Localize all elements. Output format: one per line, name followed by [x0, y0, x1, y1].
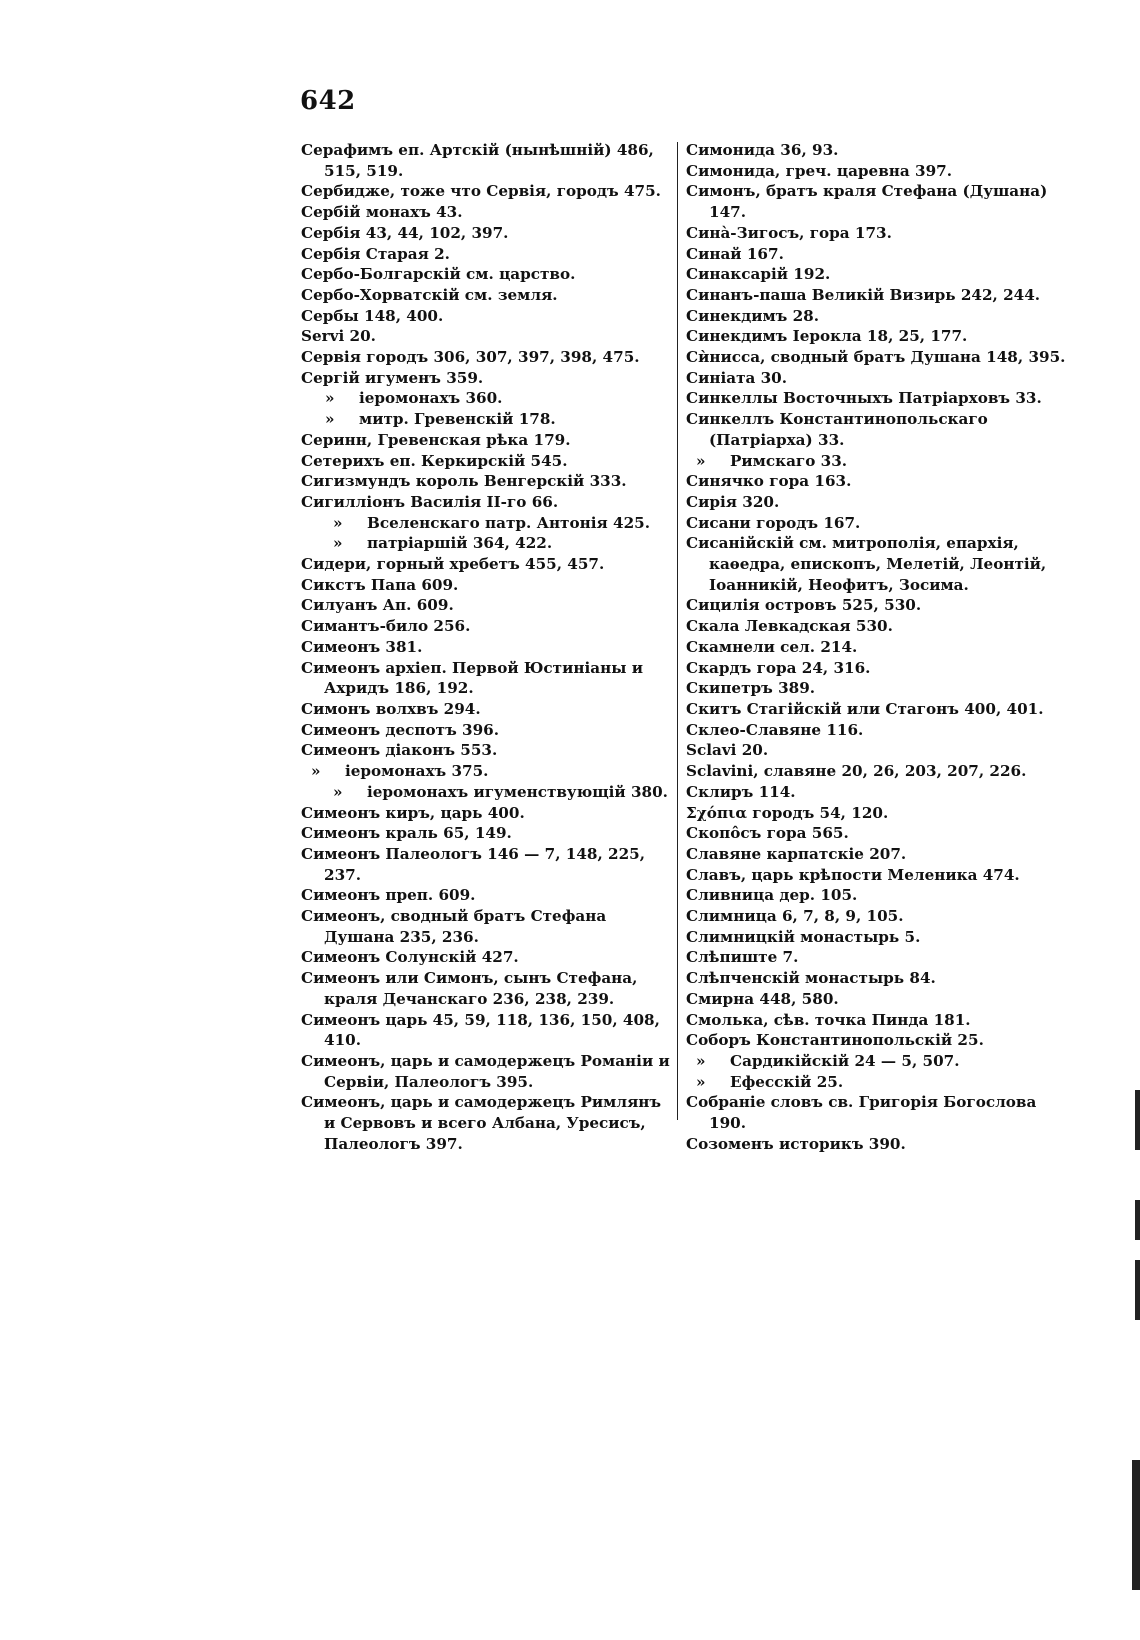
index-entry: Симеонъ царь 45, 59, 118, 136, 150, 408, 410.	[301, 1010, 660, 1050]
index-entry: Сербы 148, 400.	[301, 306, 444, 325]
index-entry: Сирія 320.	[686, 492, 780, 511]
index-entry: Сидери, горный хребетъ 455, 457.	[301, 555, 605, 574]
index-entry: Сицилія островъ 525, 530.	[686, 596, 922, 615]
subentry-text: іеромонахъ 375.	[345, 762, 489, 781]
index-entry: Симеонъ краль 65, 149.	[301, 824, 512, 843]
index-entry: Симеонъ киръ, царь 400.	[301, 803, 525, 822]
page-number: 642	[300, 86, 356, 116]
index-entry: Слимница 6, 7, 8, 9, 105.	[686, 907, 904, 926]
index-entry: Симонида, греч. царевна 397.	[686, 161, 953, 180]
index-entry: Симеонъ 381.	[301, 637, 423, 656]
index-entry: Сисани городъ 167.	[686, 513, 861, 532]
ditto-mark: »	[333, 534, 343, 553]
index-subentry	[686, 1051, 1066, 1072]
index-entry: Σχόπια городъ 54, 120.	[686, 803, 889, 822]
index-entry: Симеонъ Солунскій 427.	[301, 948, 519, 967]
index-entry: Славъ, царь крѣпости Меленика 474.	[686, 865, 1020, 884]
index-entry: Синекдимъ Іерокла 18, 25, 177.	[686, 327, 968, 346]
index-subentry	[301, 761, 673, 782]
subentry-text: іеромонахъ игуменствующій 380.	[367, 782, 668, 801]
index-entry: Синà-Зигосъ, гора 173.	[686, 223, 892, 242]
index-entry: Соборъ Константинопольскій 25.	[686, 1031, 984, 1050]
index-entry: Скала Левкадская 530.	[686, 617, 893, 636]
subentry-text: іеромонахъ 360.	[359, 389, 503, 408]
subentry-text: Ефесскій 25.	[730, 1072, 844, 1091]
index-entry: Сергій игуменъ 359.	[301, 368, 484, 387]
scan-edge-mark	[1135, 1260, 1140, 1320]
index-subentry	[301, 388, 673, 409]
index-entry: Сербія Старая 2.	[301, 244, 450, 263]
index-entry: Слимницкій монастырь 5.	[686, 927, 921, 946]
index-entry: Синкеллы Восточныхъ Патріарховъ 33.	[686, 389, 1042, 408]
index-entry: Симеонъ или Симонъ, сынъ Стефана, краля Дечанскаго 236, 238, 239.	[301, 969, 638, 1008]
index-subentry	[301, 533, 673, 554]
subentry-text: митр. Гревенскій 178.	[359, 410, 556, 429]
subentry-text: Вселенскаго патр. Антонія 425.	[367, 513, 650, 532]
index-entry: Сигизмундъ король Венгерскій 333.	[301, 472, 627, 491]
index-entry: Синанъ-паша Великій Визирь 242, 244.	[686, 285, 1041, 304]
ditto-mark: »	[696, 1072, 706, 1091]
index-entry: Синкеллъ Константинопольскаго (Патріарха) 33.	[686, 410, 988, 449]
index-entry: Силуанъ Ап. 609.	[301, 596, 454, 615]
index-entry: Сисанійскій см. митрополія, епархія, каѳедра, епископъ, Мелетій, Леонтій, Іоанникій, Неофитъ, Зосима.	[686, 534, 1047, 594]
index-entry: Сербо-Хорватскій см. земля.	[301, 285, 558, 304]
index-entry: Собраніе словъ св. Григорія Богослова 190.	[686, 1093, 1037, 1133]
scan-edge-mark	[1135, 1090, 1140, 1150]
index-entry: Синаксарій 192.	[686, 265, 831, 284]
index-entry: Симеонъ деспотъ 396.	[301, 720, 500, 739]
index-entry: Сербо-Болгарскій см. царство.	[301, 265, 576, 284]
index-entry: Созоменъ историкъ 390.	[686, 1134, 906, 1153]
index-entry: Симеонъ преп. 609.	[301, 886, 476, 905]
index-entry: Сикстъ Папа 609.	[301, 575, 459, 594]
scan-edge-mark	[1132, 1460, 1140, 1590]
scan-edge-mark	[1135, 1200, 1140, 1240]
index-entry: Симонида 36, 93.	[686, 141, 839, 159]
index-entry: Сербій монахъ 43.	[301, 203, 463, 222]
index-entry: Сетерихъ еп. Керкирскій 545.	[301, 451, 568, 470]
index-entry: Синіата 30.	[686, 368, 788, 387]
ditto-mark: »	[333, 513, 343, 532]
index-entry: Симеонъ Палеологъ 146 — 7, 148, 225, 237.	[301, 844, 646, 884]
index-entry: Скардъ гора 24, 316.	[686, 658, 871, 677]
index-entry: Sclavi 20.	[686, 741, 769, 760]
index-subentry	[686, 451, 1066, 472]
index-entry: Скитъ Стагійскій или Стагонъ 400, 401.	[686, 699, 1044, 718]
subentry-text: патріаршій 364, 422.	[367, 534, 553, 553]
left-index-column	[301, 140, 673, 1154]
index-subentry	[686, 1072, 1066, 1093]
index-entry: Сербидже, тоже что Сервія, городъ 475.	[301, 182, 661, 201]
ditto-mark: »	[333, 782, 343, 801]
ditto-mark: »	[325, 389, 335, 408]
subentry-text: Римскаго 33.	[730, 451, 848, 470]
index-entry: Склео-Славяне 116.	[686, 720, 864, 739]
column-divider	[677, 142, 678, 1120]
index-entry: Симеонъ, царь и самодержецъ Романіи и Сервіи, Палеологъ 395.	[301, 1051, 670, 1091]
index-subentry	[301, 409, 673, 430]
index-entry: Симеонъ діаконъ 553.	[301, 741, 498, 760]
index-entry: Скамнели сел. 214.	[686, 637, 858, 656]
index-entry: Синай 167.	[686, 244, 784, 263]
index-entry: Смирна 448, 580.	[686, 989, 839, 1008]
index-entry: Скопôсъ гора 565.	[686, 824, 849, 843]
index-entry: Симеонъ, сводный братъ Стефана Душана 235, 236.	[301, 907, 607, 946]
index-entry: Серинн, Гревенская рѣка 179.	[301, 430, 571, 449]
subentry-text: Сардикійскій 24 — 5, 507.	[730, 1051, 960, 1070]
index-entry: Симеонъ архіеп. Первой Юстиніаны и Ахридъ 186, 192.	[301, 658, 643, 698]
index-entry: Сѝнисса, сводный братъ Душана 148, 395.	[686, 348, 1066, 367]
index-entry: Синекдимъ 28.	[686, 306, 820, 325]
index-entry: Симантъ-било 256.	[301, 617, 471, 636]
index-entry: Скипетръ 389.	[686, 679, 816, 698]
index-entry: Серафимъ еп. Артскій (нынѣшній) 486, 515, 519.	[301, 141, 654, 180]
index-entry: Сливница дер. 105.	[686, 886, 858, 905]
index-entry: Слѣпиште 7.	[686, 948, 799, 967]
ditto-mark: »	[696, 1051, 706, 1070]
index-entry: Servi 20.	[301, 327, 376, 346]
index-entry: Синячко гора 163.	[686, 472, 852, 491]
right-index-column	[686, 140, 1066, 1154]
index-entry: Смолька, сѣв. точка Пинда 181.	[686, 1010, 971, 1029]
index-entry: Сигилліонъ Василія II-го 66.	[301, 492, 559, 511]
index-entry: Славяне карпатскіе 207.	[686, 844, 907, 863]
ditto-mark: »	[696, 451, 706, 470]
ditto-mark: »	[325, 410, 335, 429]
index-entry: Симонъ волхвъ 294.	[301, 699, 481, 718]
index-entry: Симеонъ, царь и самодержецъ Римлянъ и Сервовъ и всего Албана, Уресисъ, Палеологъ 397.	[301, 1093, 662, 1153]
index-entry: Склиръ 114.	[686, 782, 796, 801]
index-entry: Сервія городъ 306, 307, 397, 398, 475.	[301, 348, 640, 367]
index-entry: Симонъ, братъ краля Стефана (Душана) 147.	[686, 182, 1048, 222]
index-entry: Слѣпченскій монастырь 84.	[686, 969, 936, 988]
index-entry: Сербія 43, 44, 102, 397.	[301, 223, 509, 242]
index-entry: Sclavini, славяне 20, 26, 203, 207, 226.	[686, 762, 1027, 781]
ditto-mark: »	[311, 762, 321, 781]
index-subentry	[301, 513, 673, 534]
index-subentry	[301, 782, 673, 803]
